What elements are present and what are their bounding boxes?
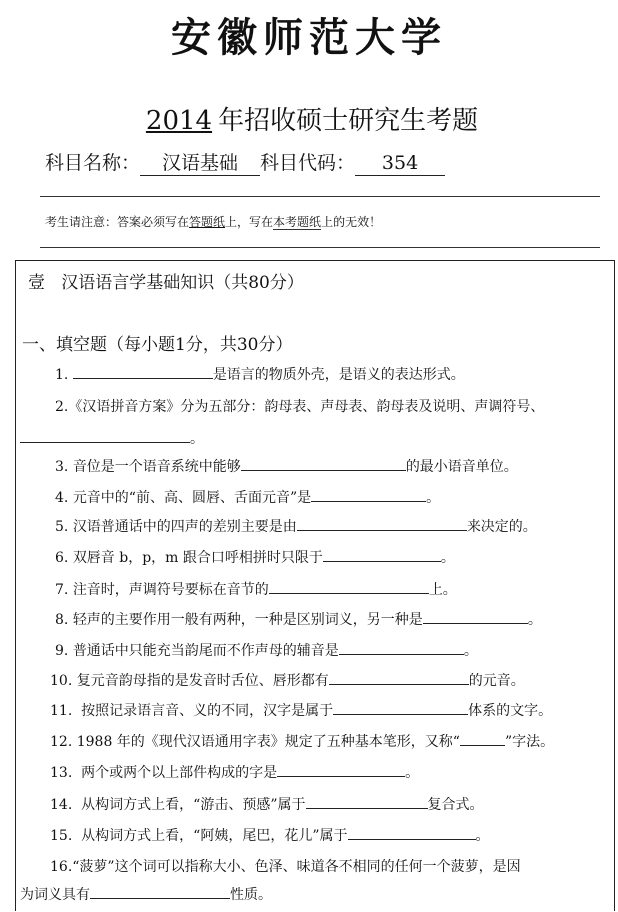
question-2 xyxy=(55,396,544,416)
question-number: 1. xyxy=(55,367,69,383)
question-number: 10. xyxy=(50,673,73,689)
exam-year: 2014 xyxy=(145,106,213,136)
answer-blank xyxy=(460,731,505,746)
question-number: 4. xyxy=(55,490,69,506)
question-16-continued xyxy=(20,884,272,904)
question-text: 注音时，声调符号要标在音节的 xyxy=(72,582,269,598)
subject-name-value: 汉语基础 xyxy=(140,153,260,176)
question-3 xyxy=(55,456,518,476)
question-text: “菠萝”这个词可以指称大小、色泽、味道各不相同的任何一个菠萝，是因 xyxy=(72,859,521,875)
question-text: 复合式。 xyxy=(427,797,484,813)
question-15 xyxy=(50,825,490,845)
question-text: 双唇音 b，p，m 跟合口呼相拼时只限于 xyxy=(72,550,323,566)
question-number: 13. xyxy=(50,765,73,781)
question-number: 2. xyxy=(55,399,69,415)
question-8 xyxy=(55,609,542,629)
notice-question-sheet: 本考题纸 xyxy=(273,215,322,229)
notice-prefix: 考生请注意：答案必须写在 xyxy=(45,215,190,229)
part-title: 一、填空题（每小题1分，共30分） xyxy=(22,335,293,355)
answer-blank xyxy=(333,700,468,715)
question-text: 汉语普通话中的四声的差别主要是由 xyxy=(72,519,297,535)
subject-name-label: 科目名称： xyxy=(45,152,141,174)
subject-code-value: 354 xyxy=(355,153,445,176)
question-10 xyxy=(50,670,525,690)
question-text: 。 xyxy=(527,612,542,628)
exam-title-text: 年招收硕士研究生考题 xyxy=(218,106,479,136)
divider-bottom xyxy=(40,247,600,248)
subject-code-label: 科目代码： xyxy=(260,152,356,174)
question-number: 11. xyxy=(50,703,73,719)
question-text: 来决定的。 xyxy=(466,519,537,535)
question-text: 。 xyxy=(440,550,455,566)
question-14 xyxy=(50,794,484,814)
question-13 xyxy=(50,762,419,782)
answer-blank xyxy=(339,640,464,655)
answer-blank xyxy=(20,428,190,443)
question-text: 是语言的物质外壳，是语义的表达形式。 xyxy=(212,367,465,383)
question-text: 。 xyxy=(190,431,204,447)
question-text: 。 xyxy=(463,643,478,659)
notice-middle: 上，写在 xyxy=(225,215,274,229)
question-number: 16. xyxy=(50,859,73,875)
answer-blank xyxy=(277,762,405,777)
section-title: 汉语语言学基础知识（共80分） xyxy=(61,273,304,293)
question-11 xyxy=(50,700,552,720)
question-number: 3. xyxy=(55,459,69,475)
question-text: 从构词方式上看，“阿姨，尾巴，花儿”属于 xyxy=(81,828,348,844)
answer-blank xyxy=(269,579,429,594)
subject-meta xyxy=(45,148,445,176)
question-number: 12. xyxy=(50,734,73,750)
section-header xyxy=(28,268,304,293)
question-text: 复元音韵母指的是发音时舌位、唇形都有 xyxy=(76,673,329,689)
question-9 xyxy=(55,640,478,660)
question-text: 《汉语拼音方案》分为五部分：韵母表、声母表、韵母表及说明、声调符号、 xyxy=(68,399,545,415)
question-text: 。 xyxy=(405,765,420,781)
question-text: 按照记录语言音、义的不同，汉字是属于 xyxy=(81,703,334,719)
question-number: 7. xyxy=(55,582,69,598)
question-16 xyxy=(50,856,521,876)
answer-blank xyxy=(311,487,426,502)
question-text: 从构词方式上看，“游击、预感”属于 xyxy=(81,797,306,813)
question-4 xyxy=(55,487,440,507)
question-text: 体系的文字。 xyxy=(468,703,553,719)
question-number: 6. xyxy=(55,550,69,566)
question-text: 性质。 xyxy=(230,887,272,903)
question-text: ”字法。 xyxy=(504,734,555,750)
question-7 xyxy=(55,579,457,599)
question-12 xyxy=(50,731,554,751)
question-1 xyxy=(55,364,465,384)
question-text: 两个或两个以上部件构成的字是 xyxy=(81,765,278,781)
question-text: 音位是一个语音系统中能够 xyxy=(72,459,241,475)
notice-suffix: 上的无效！ xyxy=(321,215,382,229)
exam-title xyxy=(0,100,618,137)
university-logo: 安徽师范大学 xyxy=(171,14,447,61)
answer-blank xyxy=(90,884,230,899)
question-text: 普通话中只能充当韵尾而不作声母的辅音是 xyxy=(72,643,339,659)
divider-top xyxy=(40,196,600,197)
answer-blank xyxy=(423,609,528,624)
question-text: 。 xyxy=(475,828,490,844)
question-text: 元音中的“前、高、圆唇、舌面元音”是 xyxy=(72,490,312,506)
answer-blank xyxy=(306,794,428,809)
question-text: 的元音。 xyxy=(468,673,525,689)
answer-blank xyxy=(348,825,476,840)
question-text: 轻声的主要作用一般有两种，一种是区别词义，另一种是 xyxy=(72,612,423,628)
question-text: 为词义具有 xyxy=(20,887,90,903)
question-text: 1988 年的《现代汉语通用字表》规定了五种基本笔形，又称“ xyxy=(76,734,460,750)
question-number: 9. xyxy=(55,643,69,659)
question-text: 上。 xyxy=(428,582,457,598)
answer-blank xyxy=(329,670,469,685)
question-2-continued xyxy=(20,428,204,448)
exam-notice xyxy=(45,213,381,230)
section-number: 壹 xyxy=(28,273,45,293)
question-number: 15. xyxy=(50,828,73,844)
answer-blank xyxy=(323,547,441,562)
answer-blank xyxy=(73,364,213,379)
answer-blank xyxy=(297,516,467,531)
notice-answer-sheet: 答题纸 xyxy=(189,215,226,229)
question-text: 。 xyxy=(426,490,441,506)
answer-blank xyxy=(241,456,406,471)
question-text: 的最小语音单位。 xyxy=(405,459,518,475)
question-6 xyxy=(55,547,455,567)
question-number: 8. xyxy=(55,612,69,628)
question-number: 14. xyxy=(50,797,73,813)
question-number: 5. xyxy=(55,519,69,535)
question-5 xyxy=(55,516,537,536)
